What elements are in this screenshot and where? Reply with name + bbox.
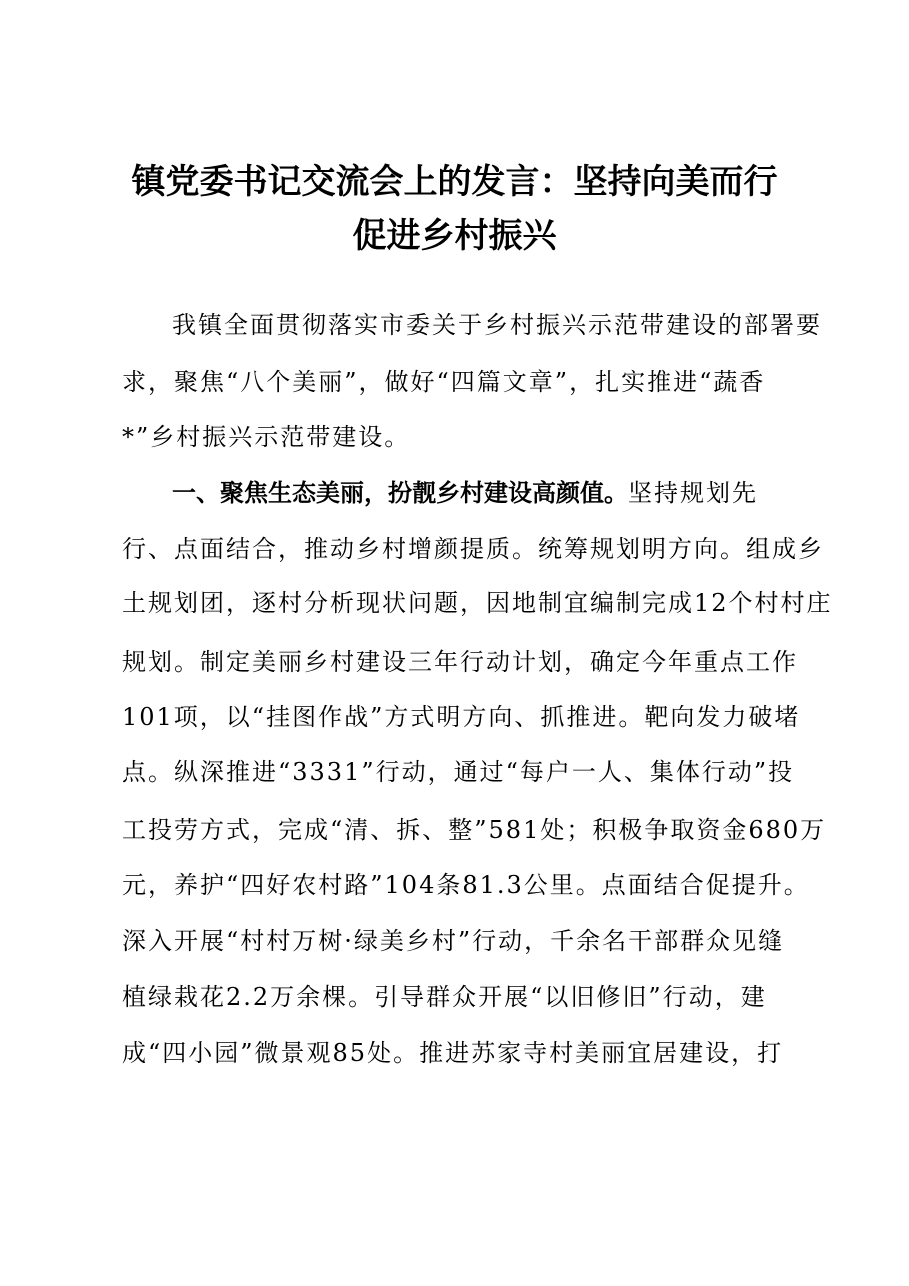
section1-line-7: 工投劳方式，完成“清、拆、整”581处；积极争取资金680万 [122, 816, 827, 844]
section1-line-10: 植绿栽花2.2万余棵。引导群众开展“以旧修旧”行动，建 [122, 983, 767, 1011]
section1-first-line-text: 坚持规划先 [628, 479, 758, 507]
section1-line-5: 101项，以“挂图作战”方式明方向、抓推进。靶向发力破堵 [122, 703, 801, 731]
intro-line-3: *”乡村振兴示范带建设。 [122, 423, 411, 451]
intro-line-1: 我镇全面贯彻落实市委关于乡村振兴示范带建设的部署要 [172, 311, 822, 339]
section1-line-3: 土规划团，逐村分析现状问题，因地制宜编制完成12个村村庄 [122, 589, 833, 617]
section1-first-line [172, 476, 852, 510]
section1-line-6: 点。纵深推进“3331”行动，通过“每户一人、集体行动”投 [122, 758, 795, 786]
document-title-line-2: 促进乡村振兴 [352, 216, 557, 256]
section1-line-4: 规划。制定美丽乡村建设三年行动计划，确定今年重点工作 [122, 648, 798, 676]
section1-line-8: 元，养护“四好农村路”104条81.3公里。点面结合促提升。 [122, 871, 810, 899]
section1-line-9: 深入开展“村村万树·绿美乡村”行动，千余名干部群众见缝 [122, 927, 785, 955]
intro-line-2: 求，聚焦“八个美丽”，做好“四篇文章”，扎实推进“蔬香 [122, 368, 766, 396]
section1-heading: 一、聚焦生态美丽，扮靓乡村建设高颜值。 [172, 479, 628, 507]
section1-line-2: 行、点面结合，推动乡村增颜提质。统筹规划明方向。组成乡 [122, 535, 824, 563]
document-title-line-1: 镇党委书记交流会上的发言：坚持向美而行 [131, 162, 778, 202]
section1-line-11: 成“四小园”微景观85处。推进苏家寺村美丽宜居建设，打 [122, 1039, 784, 1067]
